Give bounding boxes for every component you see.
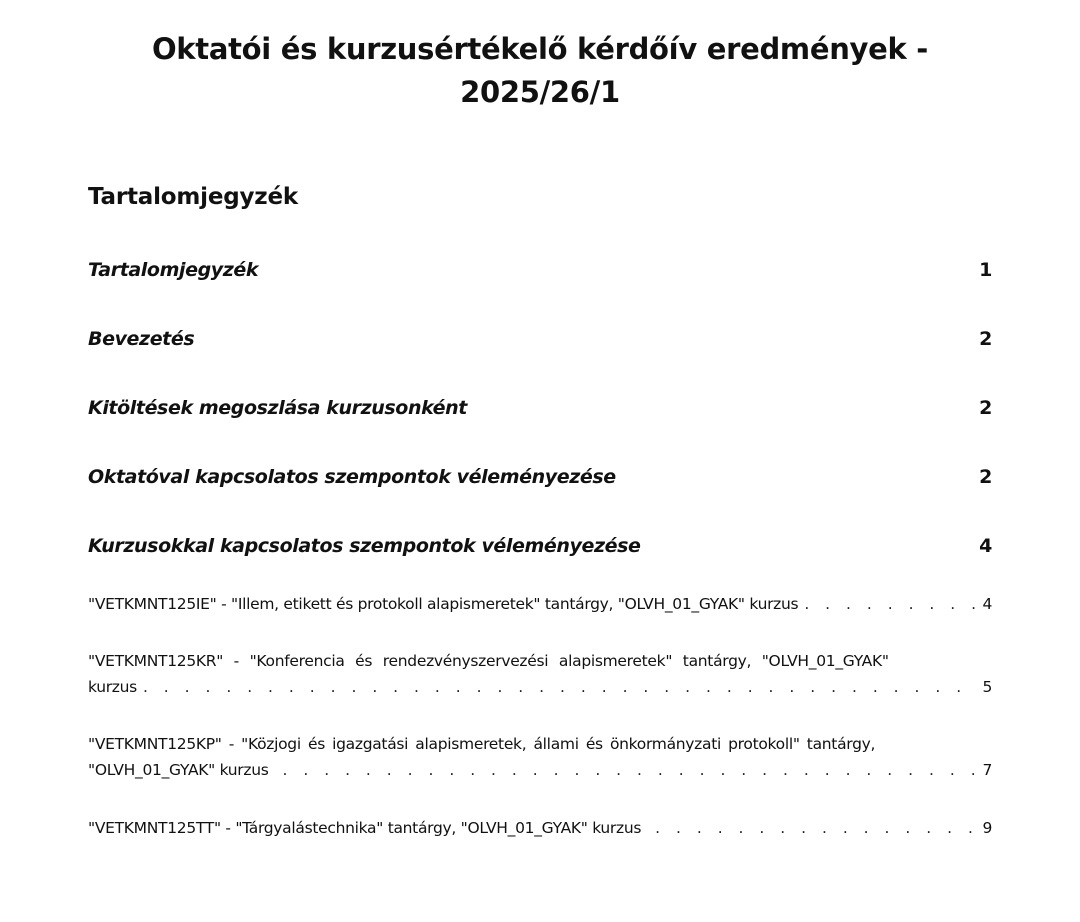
- toc-entry-page: 2: [979, 328, 992, 350]
- toc-entry-label: Bevezetés: [88, 328, 195, 350]
- toc-entry-label: Oktatóval kapcsolatos szempontok véleményezése: [88, 466, 616, 488]
- toc-entry-label: Kurzusokkal kapcsolatos szempontok véleményezése: [88, 535, 641, 557]
- toc-subentry-text-line1: "VETKMNT125KP" - "Közjogi és igazgatási alapismeretek, állami és önkormányzati protokoll" tantárgy,: [88, 735, 876, 753]
- toc-subentry-page: 5: [982, 678, 992, 696]
- toc-subentry-page: 7: [982, 761, 992, 779]
- toc-subentry-text: "VETKMNT125TT" - "Tárgyalástechnika" tantárgy, "OLVH_01_GYAK" kurzus: [88, 819, 642, 837]
- toc-entry-kitoltesek[interactable]: [88, 397, 992, 419]
- toc-subentry-vetkmnt125tt[interactable]: [88, 815, 992, 841]
- toc-leader-dots: [143, 674, 979, 700]
- toc-leader-dots: [283, 757, 979, 783]
- toc-subentry-text-line2: kurzus: [88, 678, 137, 696]
- toc-subentry-vetkmnt125kr[interactable]: [88, 648, 992, 700]
- document-title: [120, 28, 960, 114]
- toc-leader-dots: [655, 815, 978, 841]
- toc-entry-label: Kitöltések megoszlása kurzusonként: [88, 397, 467, 419]
- toc-entry-page: 2: [979, 466, 992, 488]
- toc-entry-label: Tartalomjegyzék: [88, 259, 259, 281]
- toc-subentry-page: 9: [982, 819, 992, 837]
- toc-subentry-text-line2: "OLVH_01_GYAK" kurzus: [88, 761, 269, 779]
- toc-heading: Tartalomjegyzék: [88, 184, 298, 210]
- toc-subentry-vetkmnt125ie[interactable]: [88, 591, 992, 617]
- toc-subentry-vetkmnt125kp[interactable]: [88, 731, 992, 783]
- toc-entry-oktatoval[interactable]: [88, 466, 992, 488]
- toc-entry-page: 4: [979, 535, 992, 557]
- document-title-line-2: 2025/26/1: [460, 75, 620, 109]
- toc-subentry-text-line1: "VETKMNT125KR" - "Konferencia és rendezvényszervezési alapismeretek" tantárgy, "OLVH_01_GYAK": [88, 652, 889, 670]
- toc-entry-page: 1: [979, 259, 992, 281]
- toc-subentry-text: "VETKMNT125IE" - "Illem, etikett és protokoll alapismeretek" tantárgy, "OLVH_01_GYAK" kurzus: [88, 595, 799, 613]
- document-title-line-1: Oktatói és kurzusértékelő kérdőív eredmények -: [151, 32, 929, 66]
- toc-entry-bevezetes[interactable]: [88, 328, 992, 350]
- toc-entry-page: 2: [979, 397, 992, 419]
- toc-entry-tartalomjegyzek[interactable]: [88, 259, 992, 281]
- toc-leader-dots: [804, 591, 978, 617]
- toc-subentry-page: 4: [982, 595, 992, 613]
- toc-entry-kurzusokkal[interactable]: [88, 535, 992, 557]
